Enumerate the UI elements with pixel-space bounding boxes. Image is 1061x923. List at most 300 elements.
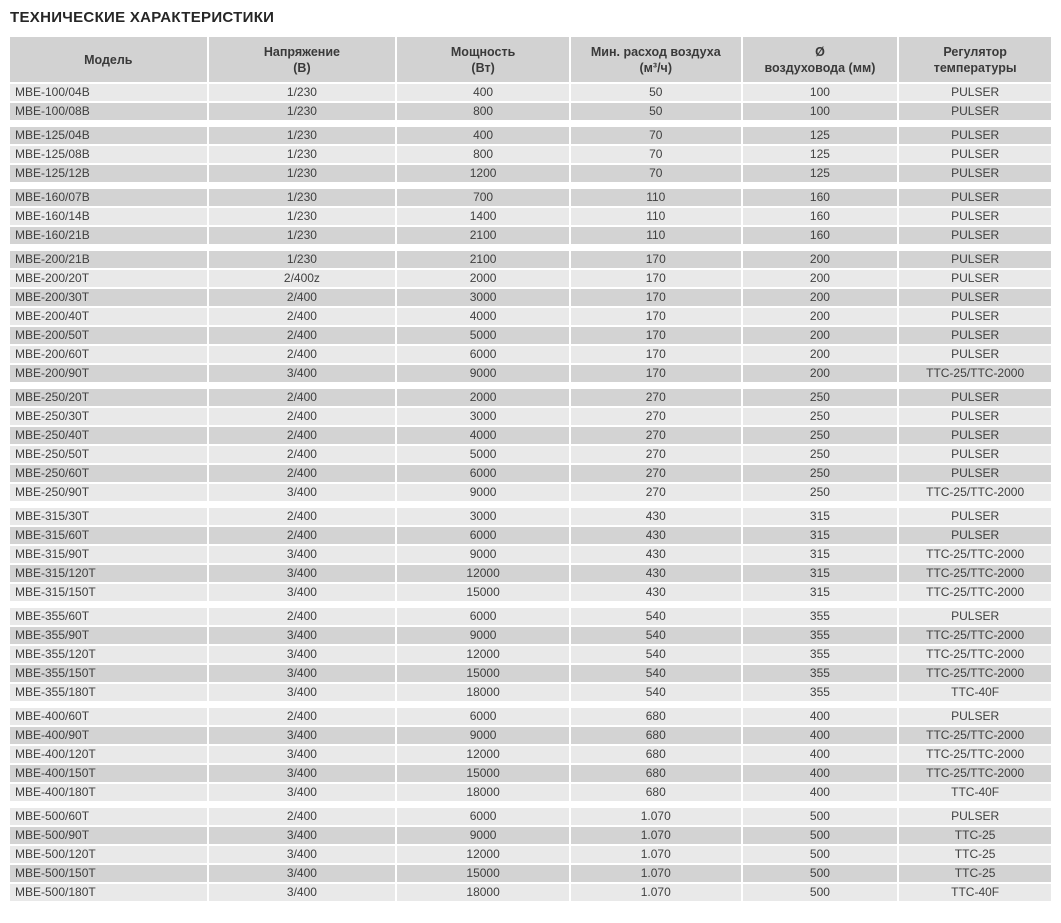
cell-model: MBE-315/90T (10, 546, 207, 563)
table-row (10, 446, 1051, 463)
cell-airflow: 1.070 (571, 808, 741, 825)
cell-voltage: 1/230 (209, 189, 396, 206)
cell-regulator: PULSER (899, 389, 1051, 406)
table-row (10, 827, 1051, 844)
cell-voltage: 2/400 (209, 527, 396, 544)
cell-duct: 315 (743, 565, 898, 582)
cell-model: MBE-315/120T (10, 565, 207, 582)
column-header-line2: (м³/ч) (639, 60, 672, 75)
table-row (10, 608, 1051, 625)
column-header-line1: Модель (84, 52, 133, 67)
cell-power: 12000 (397, 846, 569, 863)
cell-model: MBE-200/60T (10, 346, 207, 363)
column-header-power (397, 37, 569, 82)
cell-power: 18000 (397, 784, 569, 801)
cell-regulator: PULSER (899, 146, 1051, 163)
cell-regulator: PULSER (899, 84, 1051, 101)
cell-duct: 500 (743, 884, 898, 901)
table-row (10, 465, 1051, 482)
cell-voltage: 3/400 (209, 684, 396, 701)
table-row (10, 846, 1051, 863)
cell-regulator: PULSER (899, 208, 1051, 225)
cell-regulator: TTC-25/TTC-2000 (899, 765, 1051, 782)
cell-power: 700 (397, 189, 569, 206)
cell-airflow: 540 (571, 665, 741, 682)
cell-duct: 500 (743, 827, 898, 844)
cell-airflow: 540 (571, 608, 741, 625)
column-header-line2: (Вт) (471, 60, 495, 75)
cell-voltage: 2/400 (209, 308, 396, 325)
cell-regulator: PULSER (899, 227, 1051, 244)
cell-power: 12000 (397, 565, 569, 582)
cell-duct: 315 (743, 584, 898, 601)
model-group (10, 251, 1051, 382)
cell-regulator: TTC-40F (899, 684, 1051, 701)
column-header-line2: воздуховода (мм) (764, 60, 876, 75)
cell-regulator: TTC-25/TTC-2000 (899, 746, 1051, 763)
cell-voltage: 3/400 (209, 546, 396, 563)
cell-model: MBE-355/120T (10, 646, 207, 663)
cell-regulator: PULSER (899, 270, 1051, 287)
table-row (10, 389, 1051, 406)
cell-model: MBE-160/21B (10, 227, 207, 244)
cell-voltage: 3/400 (209, 627, 396, 644)
cell-airflow: 430 (571, 546, 741, 563)
cell-airflow: 110 (571, 208, 741, 225)
cell-model: MBE-125/08B (10, 146, 207, 163)
cell-voltage: 1/230 (209, 165, 396, 182)
cell-model: MBE-200/20T (10, 270, 207, 287)
cell-voltage: 2/400 (209, 465, 396, 482)
cell-power: 2100 (397, 227, 569, 244)
cell-duct: 400 (743, 784, 898, 801)
cell-regulator: PULSER (899, 189, 1051, 206)
cell-regulator: TTC-40F (899, 784, 1051, 801)
cell-voltage: 1/230 (209, 127, 396, 144)
cell-power: 3000 (397, 408, 569, 425)
column-header-model (10, 37, 207, 82)
cell-power: 9000 (397, 365, 569, 382)
cell-duct: 200 (743, 270, 898, 287)
cell-regulator: TTC-25 (899, 827, 1051, 844)
cell-regulator: PULSER (899, 103, 1051, 120)
cell-duct: 315 (743, 527, 898, 544)
cell-model: MBE-400/180T (10, 784, 207, 801)
column-header-regulator (899, 37, 1051, 82)
cell-airflow: 430 (571, 508, 741, 525)
cell-airflow: 540 (571, 646, 741, 663)
cell-duct: 400 (743, 765, 898, 782)
cell-duct: 500 (743, 846, 898, 863)
cell-model: MBE-160/07B (10, 189, 207, 206)
cell-duct: 160 (743, 208, 898, 225)
column-header-airflow (571, 37, 741, 82)
cell-duct: 100 (743, 84, 898, 101)
cell-regulator: PULSER (899, 446, 1051, 463)
cell-airflow: 70 (571, 165, 741, 182)
cell-voltage: 3/400 (209, 646, 396, 663)
cell-duct: 160 (743, 227, 898, 244)
cell-regulator: PULSER (899, 251, 1051, 268)
cell-airflow: 1.070 (571, 865, 741, 882)
table-row (10, 408, 1051, 425)
table-row (10, 646, 1051, 663)
cell-airflow: 170 (571, 289, 741, 306)
cell-airflow: 170 (571, 308, 741, 325)
cell-model: MBE-315/30T (10, 508, 207, 525)
cell-duct: 250 (743, 446, 898, 463)
table-row (10, 346, 1051, 363)
model-group (10, 508, 1051, 601)
cell-voltage: 3/400 (209, 865, 396, 882)
cell-power: 15000 (397, 584, 569, 601)
cell-airflow: 680 (571, 727, 741, 744)
table-row (10, 146, 1051, 163)
cell-model: MBE-200/40T (10, 308, 207, 325)
cell-model: MBE-500/60T (10, 808, 207, 825)
cell-duct: 100 (743, 103, 898, 120)
cell-voltage: 1/230 (209, 84, 396, 101)
cell-model: MBE-355/150T (10, 665, 207, 682)
cell-voltage: 2/400 (209, 508, 396, 525)
cell-power: 9000 (397, 546, 569, 563)
cell-model: MBE-400/90T (10, 727, 207, 744)
cell-duct: 315 (743, 508, 898, 525)
cell-power: 2100 (397, 251, 569, 268)
cell-airflow: 1.070 (571, 884, 741, 901)
column-header-voltage (209, 37, 396, 82)
table-row (10, 84, 1051, 101)
cell-regulator: TTC-40F (899, 884, 1051, 901)
cell-model: MBE-250/20T (10, 389, 207, 406)
cell-duct: 200 (743, 251, 898, 268)
cell-regulator: PULSER (899, 408, 1051, 425)
cell-airflow: 430 (571, 527, 741, 544)
cell-power: 6000 (397, 608, 569, 625)
cell-model: MBE-355/60T (10, 608, 207, 625)
cell-power: 4000 (397, 427, 569, 444)
cell-airflow: 270 (571, 465, 741, 482)
cell-power: 400 (397, 127, 569, 144)
model-group (10, 708, 1051, 801)
cell-power: 15000 (397, 765, 569, 782)
table-header-row (10, 37, 1051, 82)
cell-airflow: 170 (571, 346, 741, 363)
table-row (10, 784, 1051, 801)
table-row (10, 189, 1051, 206)
cell-power: 9000 (397, 827, 569, 844)
table-row (10, 208, 1051, 225)
cell-model: MBE-250/30T (10, 408, 207, 425)
cell-model: MBE-315/60T (10, 527, 207, 544)
table-row (10, 708, 1051, 725)
cell-power: 15000 (397, 865, 569, 882)
cell-voltage: 2/400 (209, 608, 396, 625)
table-row (10, 289, 1051, 306)
cell-voltage: 2/400 (209, 446, 396, 463)
cell-power: 9000 (397, 627, 569, 644)
cell-duct: 355 (743, 646, 898, 663)
table-row (10, 765, 1051, 782)
table-row (10, 270, 1051, 287)
cell-model: MBE-250/40T (10, 427, 207, 444)
cell-power: 12000 (397, 746, 569, 763)
cell-voltage: 2/400 (209, 708, 396, 725)
table-row (10, 127, 1051, 144)
table-row (10, 227, 1051, 244)
cell-airflow: 270 (571, 408, 741, 425)
model-group (10, 84, 1051, 120)
cell-airflow: 170 (571, 251, 741, 268)
cell-power: 2000 (397, 270, 569, 287)
cell-duct: 200 (743, 308, 898, 325)
cell-duct: 200 (743, 327, 898, 344)
table-row (10, 884, 1051, 901)
cell-model: MBE-500/120T (10, 846, 207, 863)
cell-duct: 400 (743, 708, 898, 725)
cell-duct: 250 (743, 465, 898, 482)
cell-model: MBE-100/08B (10, 103, 207, 120)
cell-regulator: PULSER (899, 165, 1051, 182)
cell-model: MBE-200/21B (10, 251, 207, 268)
cell-airflow: 270 (571, 427, 741, 444)
cell-duct: 400 (743, 746, 898, 763)
cell-regulator: PULSER (899, 346, 1051, 363)
cell-power: 400 (397, 84, 569, 101)
table-row (10, 427, 1051, 444)
cell-duct: 200 (743, 346, 898, 363)
table-row (10, 308, 1051, 325)
table-row (10, 365, 1051, 382)
cell-regulator: PULSER (899, 308, 1051, 325)
cell-voltage: 3/400 (209, 665, 396, 682)
table-row (10, 508, 1051, 525)
cell-model: MBE-500/180T (10, 884, 207, 901)
cell-power: 6000 (397, 465, 569, 482)
cell-airflow: 270 (571, 446, 741, 463)
cell-voltage: 2/400z (209, 270, 396, 287)
table-row (10, 103, 1051, 120)
cell-power: 2000 (397, 389, 569, 406)
cell-duct: 500 (743, 808, 898, 825)
table-row (10, 484, 1051, 501)
cell-airflow: 680 (571, 765, 741, 782)
cell-power: 3000 (397, 508, 569, 525)
cell-airflow: 170 (571, 327, 741, 344)
cell-model: MBE-355/180T (10, 684, 207, 701)
column-header-duct (743, 37, 898, 82)
cell-voltage: 3/400 (209, 565, 396, 582)
cell-voltage: 3/400 (209, 746, 396, 763)
cell-airflow: 270 (571, 484, 741, 501)
cell-duct: 125 (743, 146, 898, 163)
cell-power: 5000 (397, 446, 569, 463)
cell-regulator: TTC-25/TTC-2000 (899, 627, 1051, 644)
cell-voltage: 2/400 (209, 808, 396, 825)
cell-voltage: 2/400 (209, 408, 396, 425)
cell-model: MBE-125/04B (10, 127, 207, 144)
cell-power: 18000 (397, 684, 569, 701)
cell-regulator: TTC-25/TTC-2000 (899, 646, 1051, 663)
table-row (10, 527, 1051, 544)
cell-model: MBE-400/60T (10, 708, 207, 725)
cell-model: MBE-250/50T (10, 446, 207, 463)
cell-model: MBE-400/150T (10, 765, 207, 782)
cell-model: MBE-200/90T (10, 365, 207, 382)
cell-duct: 500 (743, 865, 898, 882)
cell-voltage: 3/400 (209, 365, 396, 382)
table-row (10, 546, 1051, 563)
cell-regulator: PULSER (899, 327, 1051, 344)
table-row (10, 165, 1051, 182)
cell-power: 12000 (397, 646, 569, 663)
cell-model: MBE-250/60T (10, 465, 207, 482)
model-group (10, 189, 1051, 244)
cell-voltage: 1/230 (209, 103, 396, 120)
cell-voltage: 2/400 (209, 327, 396, 344)
cell-airflow: 430 (571, 565, 741, 582)
cell-airflow: 680 (571, 708, 741, 725)
cell-power: 4000 (397, 308, 569, 325)
cell-power: 1200 (397, 165, 569, 182)
cell-regulator: TTC-25/TTC-2000 (899, 365, 1051, 382)
cell-model: MBE-500/150T (10, 865, 207, 882)
cell-voltage: 1/230 (209, 208, 396, 225)
column-header-line1: Мин. расход воздуха (590, 44, 721, 59)
cell-regulator: PULSER (899, 127, 1051, 144)
page-title: ТЕХНИЧЕСКИЕ ХАРАКТЕРИСТИКИ (10, 9, 275, 26)
model-group (10, 608, 1051, 701)
cell-power: 9000 (397, 484, 569, 501)
column-header-line1: Мощность (450, 44, 516, 59)
cell-regulator: TTC-25/TTC-2000 (899, 546, 1051, 563)
cell-model: MBE-125/12B (10, 165, 207, 182)
cell-model: MBE-250/90T (10, 484, 207, 501)
cell-power: 800 (397, 146, 569, 163)
cell-airflow: 540 (571, 684, 741, 701)
cell-voltage: 3/400 (209, 827, 396, 844)
cell-power: 18000 (397, 884, 569, 901)
cell-voltage: 2/400 (209, 389, 396, 406)
cell-voltage: 3/400 (209, 584, 396, 601)
cell-model: MBE-315/150T (10, 584, 207, 601)
cell-voltage: 2/400 (209, 346, 396, 363)
cell-duct: 355 (743, 684, 898, 701)
model-group (10, 808, 1051, 901)
table-row (10, 746, 1051, 763)
cell-voltage: 1/230 (209, 251, 396, 268)
cell-model: MBE-355/90T (10, 627, 207, 644)
model-group (10, 127, 1051, 182)
cell-airflow: 50 (571, 84, 741, 101)
cell-power: 6000 (397, 527, 569, 544)
cell-regulator: PULSER (899, 527, 1051, 544)
cell-airflow: 270 (571, 389, 741, 406)
cell-regulator: PULSER (899, 427, 1051, 444)
cell-regulator: PULSER (899, 808, 1051, 825)
cell-airflow: 70 (571, 127, 741, 144)
table-body (10, 84, 1051, 901)
cell-airflow: 430 (571, 584, 741, 601)
column-header-line1: Ø (815, 44, 825, 59)
cell-power: 3000 (397, 289, 569, 306)
cell-airflow: 170 (571, 270, 741, 287)
cell-model: MBE-100/04B (10, 84, 207, 101)
table-row (10, 327, 1051, 344)
table-row (10, 727, 1051, 744)
cell-duct: 125 (743, 165, 898, 182)
cell-airflow: 170 (571, 365, 741, 382)
model-group (10, 389, 1051, 501)
cell-duct: 355 (743, 665, 898, 682)
cell-power: 1400 (397, 208, 569, 225)
spec-table (10, 37, 1051, 901)
column-header-line1: Регулятор (943, 44, 1007, 59)
column-header-line2: (В) (293, 60, 311, 75)
cell-airflow: 110 (571, 227, 741, 244)
cell-duct: 125 (743, 127, 898, 144)
cell-regulator: TTC-25/TTC-2000 (899, 727, 1051, 744)
cell-airflow: 1.070 (571, 827, 741, 844)
cell-duct: 200 (743, 365, 898, 382)
cell-airflow: 1.070 (571, 846, 741, 863)
table-row (10, 627, 1051, 644)
cell-duct: 355 (743, 627, 898, 644)
cell-power: 6000 (397, 346, 569, 363)
cell-regulator: PULSER (899, 289, 1051, 306)
cell-duct: 160 (743, 189, 898, 206)
cell-model: MBE-500/90T (10, 827, 207, 844)
cell-voltage: 3/400 (209, 884, 396, 901)
cell-regulator: TTC-25 (899, 865, 1051, 882)
cell-power: 6000 (397, 708, 569, 725)
cell-duct: 400 (743, 727, 898, 744)
column-header-line1: Напряжение (263, 44, 340, 59)
cell-voltage: 3/400 (209, 727, 396, 744)
cell-model: MBE-200/30T (10, 289, 207, 306)
table-row (10, 808, 1051, 825)
cell-duct: 355 (743, 608, 898, 625)
cell-airflow: 110 (571, 189, 741, 206)
cell-duct: 250 (743, 408, 898, 425)
cell-voltage: 2/400 (209, 427, 396, 444)
cell-airflow: 540 (571, 627, 741, 644)
cell-regulator: TTC-25/TTC-2000 (899, 665, 1051, 682)
cell-airflow: 50 (571, 103, 741, 120)
cell-voltage: 1/230 (209, 146, 396, 163)
cell-regulator: PULSER (899, 708, 1051, 725)
cell-voltage: 1/230 (209, 227, 396, 244)
cell-voltage: 2/400 (209, 289, 396, 306)
cell-airflow: 70 (571, 146, 741, 163)
cell-power: 15000 (397, 665, 569, 682)
table-row (10, 584, 1051, 601)
cell-voltage: 3/400 (209, 765, 396, 782)
column-header-line2: температуры (933, 60, 1017, 75)
cell-model: MBE-400/120T (10, 746, 207, 763)
cell-regulator: PULSER (899, 465, 1051, 482)
cell-regulator: TTC-25/TTC-2000 (899, 565, 1051, 582)
page (0, 9, 1061, 901)
table-row (10, 665, 1051, 682)
cell-duct: 250 (743, 484, 898, 501)
cell-power: 800 (397, 103, 569, 120)
cell-duct: 200 (743, 289, 898, 306)
cell-power: 6000 (397, 808, 569, 825)
cell-model: MBE-160/14B (10, 208, 207, 225)
table-row (10, 565, 1051, 582)
cell-airflow: 680 (571, 746, 741, 763)
